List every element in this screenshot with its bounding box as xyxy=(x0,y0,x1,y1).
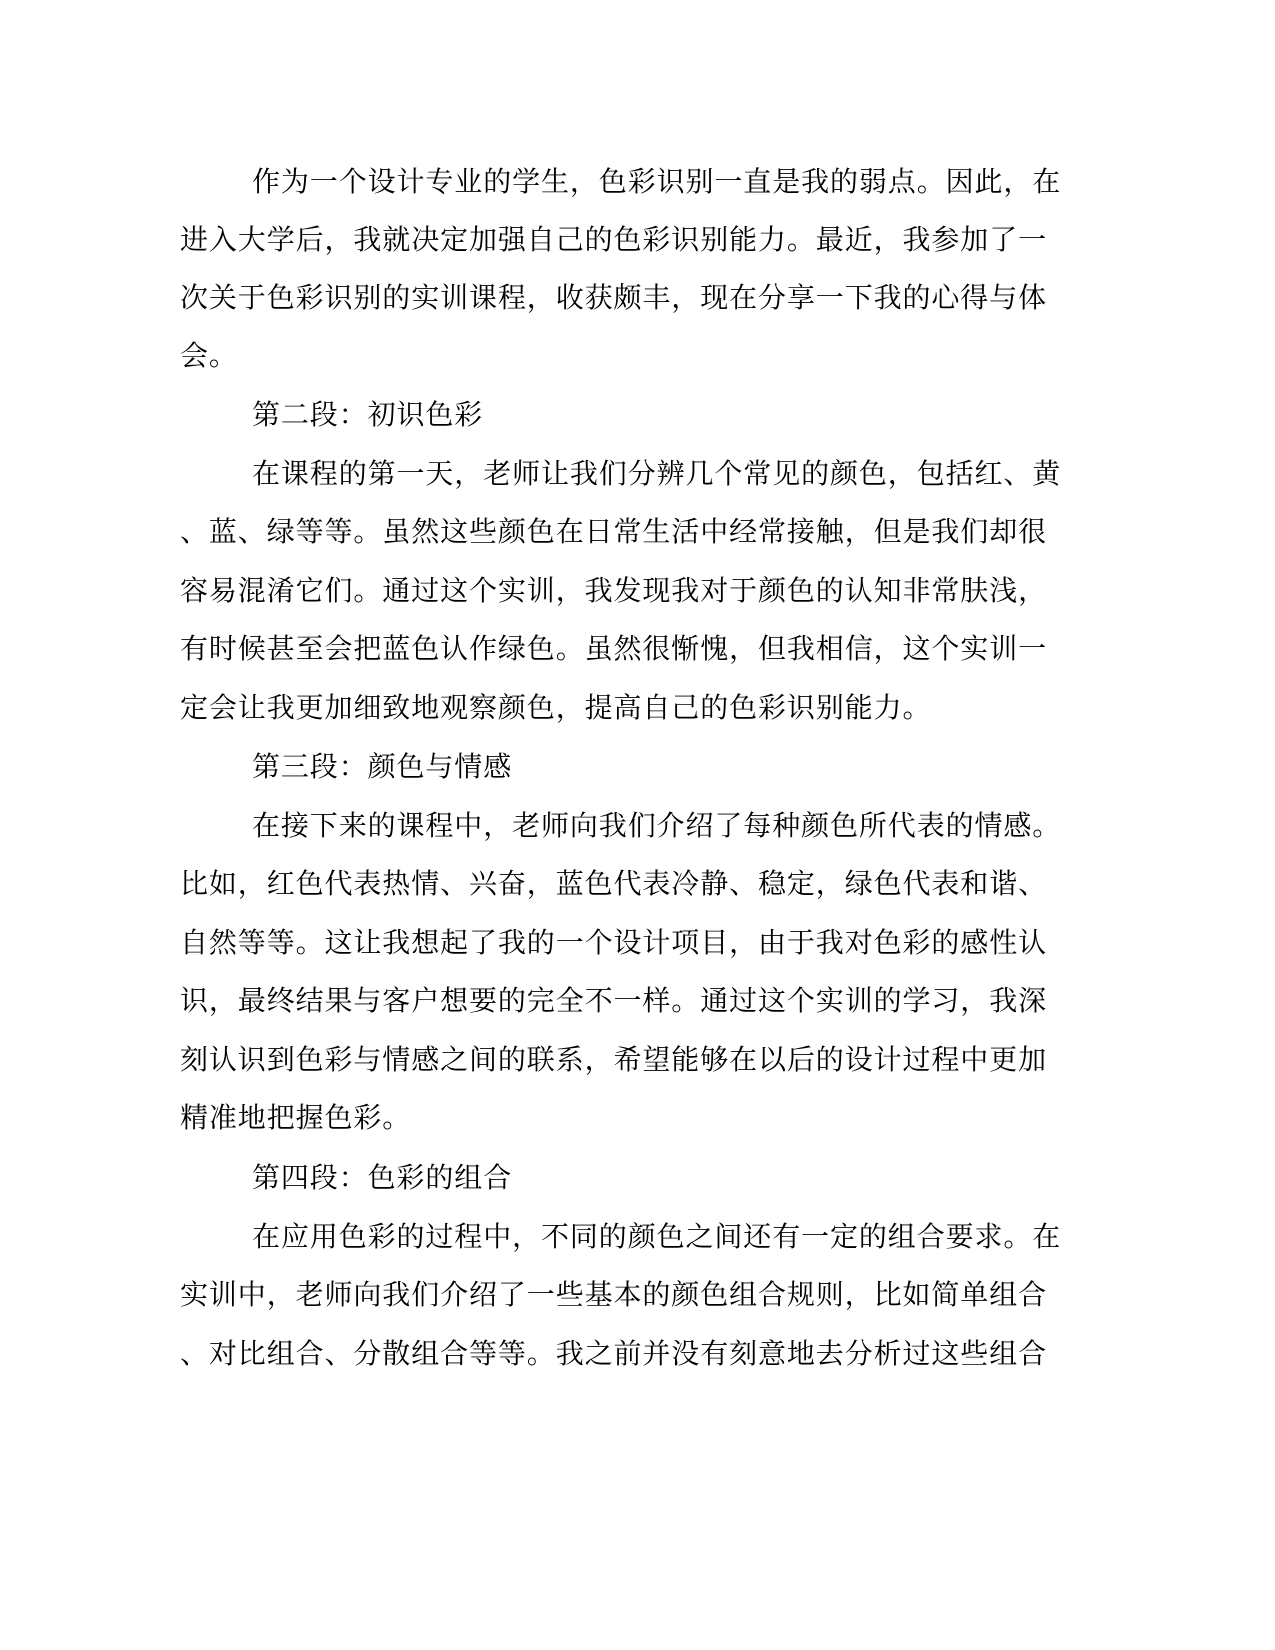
paragraph-line: 刻认识到色彩与情感之间的联系，希望能够在以后的设计过程中更加 xyxy=(180,1043,1048,1076)
paragraph-line: 在课程的第一天，老师让我们分辨几个常见的颜色，包括红、黄 xyxy=(252,457,1062,490)
paragraph-line: 识，最终结果与客户想要的完全不一样。通过这个实训的学习，我深 xyxy=(180,984,1048,1017)
section-heading: 第四段：色彩的组合 xyxy=(252,1161,513,1194)
paragraph-line: 会。 xyxy=(180,339,238,372)
paragraph-line: 定会让我更加细致地观察颜色，提高自己的色彩识别能力。 xyxy=(180,691,932,724)
section-heading: 第三段：颜色与情感 xyxy=(252,750,513,783)
paragraph-line: 精准地把握色彩。 xyxy=(180,1101,412,1134)
paragraph-line: 自然等等。这让我想起了我的一个设计项目，由于我对色彩的感性认 xyxy=(180,926,1048,959)
paragraph-line: 比如，红色代表热情、兴奋，蓝色代表冷静、稳定，绿色代表和谐、 xyxy=(180,867,1048,900)
paragraph-line: 作为一个设计专业的学生，色彩识别一直是我的弱点。因此，在 xyxy=(252,165,1062,198)
paragraph-line: 有时候甚至会把蓝色认作绿色。虽然很惭愧，但我相信，这个实训一 xyxy=(180,632,1048,665)
paragraph-line: 进入大学后，我就决定加强自己的色彩识别能力。最近，我参加了一 xyxy=(180,223,1048,256)
paragraph-line: 容易混淆它们。通过这个实训，我发现我对于颜色的认知非常肤浅， xyxy=(180,574,1048,607)
paragraph-line: 实训中，老师向我们介绍了一些基本的颜色组合规则，比如简单组合 xyxy=(180,1278,1048,1311)
paragraph-line: 次关于色彩识别的实训课程，收获颇丰，现在分享一下我的心得与体 xyxy=(180,281,1048,314)
paragraph-line: 在接下来的课程中，老师向我们介绍了每种颜色所代表的情感。 xyxy=(252,809,1062,842)
paragraph-line: 、对比组合、分散组合等等。我之前并没有刻意地去分析过这些组合 xyxy=(180,1337,1048,1370)
section-heading: 第二段：初识色彩 xyxy=(252,398,484,431)
paragraph-line: 在应用色彩的过程中，不同的颜色之间还有一定的组合要求。在 xyxy=(252,1220,1062,1253)
paragraph-line: 、蓝、绿等等。虽然这些颜色在日常生活中经常接触，但是我们却很 xyxy=(180,515,1048,548)
